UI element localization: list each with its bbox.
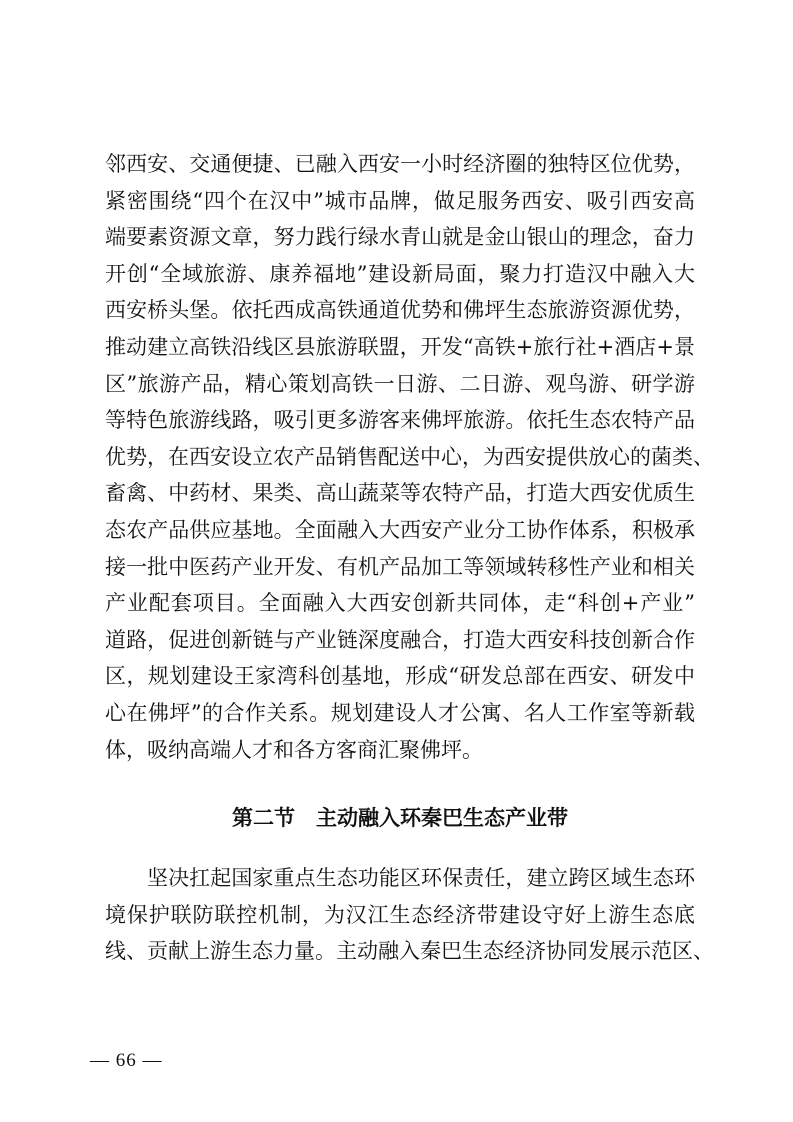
text-line: 线、贡献上游生态力量。主动融入秦巴生态经济协同发展示范区、: [105, 939, 714, 964]
body-paragraph-1: [105, 146, 714, 768]
text-line: 境保护联防联控机制，为汉江生态经济带建设守好上游生态底: [105, 902, 695, 927]
text-line: 等特色旅游线路，吸引更多游客来佛坪旅游。依托生态农特产品: [105, 408, 695, 433]
text-line: 畜禽、中药材、果类、高山蔬菜等农特产品，打造大西安优质生: [105, 481, 695, 506]
text-line: 开创“全域旅游、康养福地”建设新局面，聚力打造汉中融入大: [105, 261, 695, 286]
text-line: 接一批中医药产业开发、有机产品加工等领域转移性产业和相关: [105, 554, 695, 579]
text-line: 邻西安、交通便捷、已融入西安一小时经济圈的独特区位优势，: [105, 152, 695, 176]
text-line: 紧密围绕“四个在汉中”城市品牌，做足服务西安、吸引西安高: [105, 188, 695, 213]
text-line: 态农产品供应基地。全面融入大西安产业分工协作体系，积极承: [105, 517, 695, 542]
text-line: 心在佛坪”的合作关系。规划建设人才公寓、名人工作室等新载: [105, 700, 695, 725]
page-number: — 66 —: [90, 1050, 163, 1071]
text-line: 推动建立高铁沿线区县旅游联盟，开发“高铁+旅行社+酒店+景: [105, 334, 695, 359]
text-line: 西安桥头堡。依托西成高铁通道优势和佛坪生态旅游资源优势，: [105, 298, 695, 323]
body-paragraph-2: [105, 860, 714, 970]
text-line: 道路，促进创新链与产业链深度融合，打造大西安科技创新合作: [105, 627, 695, 652]
text-line: 区”旅游产品，精心策划高铁一日游、二日游、观鸟游、研学游: [105, 371, 695, 396]
text-line: 区，规划建设王家湾科创基地，形成“研发总部在西安、研发中: [105, 664, 695, 689]
text-line: 体，吸纳高端人才和各方客商汇聚佛坪。: [105, 737, 483, 762]
section-heading: 第二节 主动融入环秦巴生态产业带: [232, 806, 568, 830]
text-line: 端要素资源文章，努力践行绿水青山就是金山银山的理念，奋力: [105, 225, 695, 250]
text-line: 坚决扛起国家重点生态功能区环保责任，建立跨区域生态环: [147, 866, 695, 890]
text-line: 优势，在西安设立农产品销售配送中心，为西安提供放心的菌类、: [105, 444, 714, 469]
text-line: 产业配套项目。全面融入大西安创新共同体，走“科创+产业”: [105, 591, 695, 616]
